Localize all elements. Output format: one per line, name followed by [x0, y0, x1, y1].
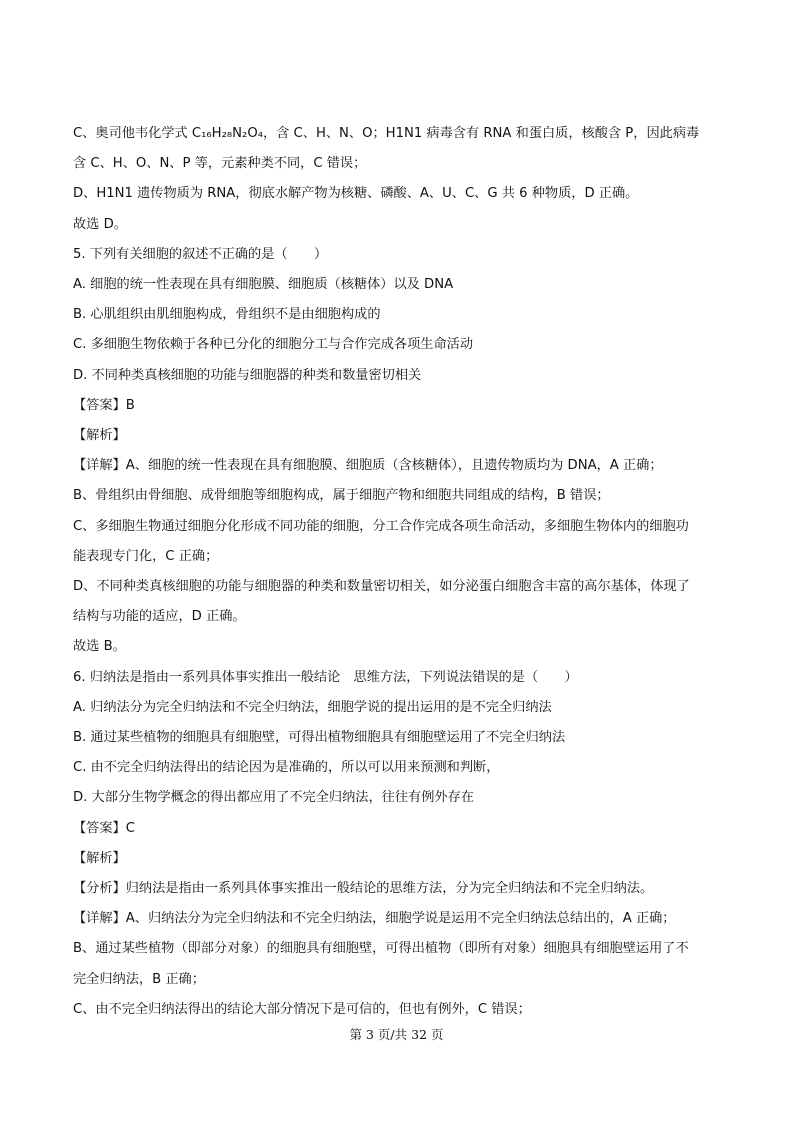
- text-line: 【详解】A、归纳法分为完全归纳法和不完全归纳法，细胞学说是运用不完全归纳法总结出的，A 正确；: [73, 911, 676, 927]
- text-line: B、通过某些植物（即部分对象）的细胞具有细胞壁，可得出植物（即所有对象）细胞具有细胞壁运用了不: [73, 941, 689, 957]
- option-d: D. 大部分生物学概念的得出都应用了不完全归纳法，往往有例外存在: [73, 790, 474, 806]
- text-line: D、H1N1 遗传物质为 RNA，彻底水解产物为核糖、磷酸、A、U、C、G 共 6 种物质，D 正确。: [73, 186, 639, 202]
- text-line: 结构与功能的适应，D 正确。: [73, 609, 246, 625]
- option-a: A. 归纳法分为完全归纳法和不完全归纳法，细胞学说的提出运用的是不完全归纳法: [73, 699, 552, 715]
- text-line: B、骨组织由骨细胞、成骨细胞等细胞构成，属于细胞产物和细胞共同组成的结构，B 错误；: [73, 488, 610, 504]
- text-line: C、奥司他韦化学式 C₁₆H₂₈N₂O₄，含 C、H、N、O；H1N1 病毒含有 RNA 和蛋白质，核酸含 P，因此病毒: [73, 126, 700, 141]
- answer-label: 【答案】B: [73, 397, 135, 413]
- page-footer: 第 3 页/共 32 页: [349, 1027, 444, 1042]
- option-b: B. 心肌组织由肌细胞构成，骨组织不是由细胞构成的: [73, 307, 381, 323]
- option-a: A. 细胞的统一性表现在具有细胞膜、细胞质（核糖体）以及 DNA: [73, 277, 454, 292]
- analysis-label: 【解析】: [73, 850, 126, 866]
- text-line: 故选 B。: [73, 639, 126, 655]
- text-line: 【分析】归纳法是指由一系列具体事实推出一般结论的思维方法，分为完全归纳法和不完全归纳法。: [73, 881, 654, 896]
- option-b: B. 通过某些植物的细胞具有细胞壁，可得出植物细胞具有细胞壁运用了不完全归纳法: [73, 730, 566, 745]
- text-line: 完全归纳法，B 正确；: [73, 971, 205, 987]
- analysis-label: 【解析】: [73, 428, 126, 443]
- answer-label: 【答案】C: [73, 820, 135, 836]
- text-line: C、多细胞生物通过细胞分化形成不同功能的细胞，分工合作完成各项生命活动，多细胞生物体内的细胞功: [73, 518, 689, 534]
- text-line: C、由不完全归纳法得出的结论大部分情况下是可信的，但也有例外，C 错误；: [73, 1001, 531, 1017]
- option-d: D. 不同种类真核细胞的功能与细胞器的种类和数量密切相关: [73, 367, 422, 383]
- text-line: 含 C、H、O、N、P 等，元素种类不同，C 错误；: [73, 156, 367, 172]
- text-line: 【详解】A、细胞的统一性表现在具有细胞膜、细胞质（含核糖体），且遗传物质均为 DNA，A 正确；: [73, 458, 663, 474]
- text-line: 能表现专门化，C 正确；: [73, 548, 219, 564]
- question-stem: 6. 归纳法是指由一系列具体事实推出一般结论 思维方法，下列说法错误的是（ ）: [73, 669, 578, 685]
- option-c: C. 由不完全归纳法得出的结论因为是准确的，所以可以用来预测和判断，: [73, 760, 500, 776]
- question-stem: 5. 下列有关细胞的叙述不正确的是（ ）: [73, 246, 328, 262]
- text-line: 故选 D。: [73, 216, 127, 232]
- option-c: C. 多细胞生物依赖于各种已分化的细胞分工与合作完成各项生命活动: [73, 337, 474, 353]
- text-line: D、不同种类真核细胞的功能与细胞器的种类和数量密切相关，如分泌蛋白细胞含丰富的高尔基体，体现了: [73, 579, 690, 594]
